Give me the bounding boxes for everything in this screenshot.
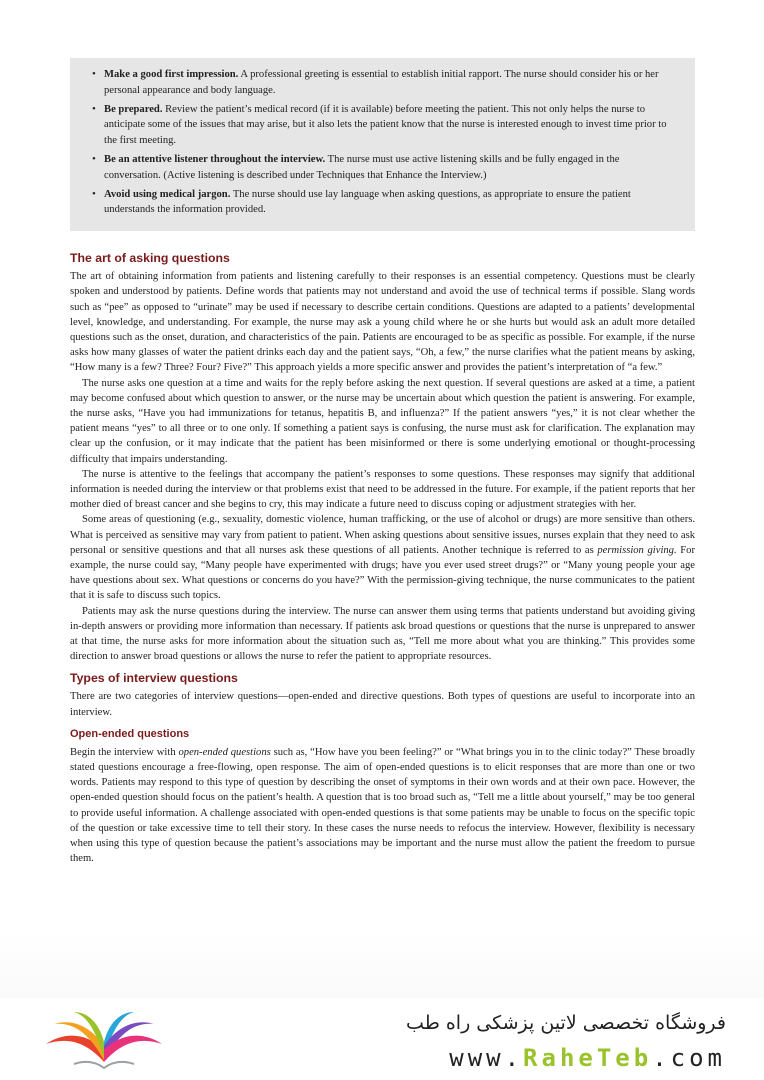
paragraph-text: For example, the nurse could say, “Many people have experimented with drugs; have you ever used street drugs?” or “Many young people your age have questions about sex. What questions or concerns do you have?” With the permission-giving technique, the nurse communicates to the patient that it is safe to discuss such topics. <box>70 544 695 602</box>
url-brand: RaheTeb <box>523 1044 653 1072</box>
document-page <box>70 58 695 866</box>
open-book-logo-icon <box>40 1010 168 1070</box>
subsection-heading: Open-ended questions <box>70 727 190 740</box>
tips-list <box>92 67 675 218</box>
url-prefix: www. <box>449 1044 524 1072</box>
paragraph: There are two categories of interview questions—open-ended and directive questions. Both types of questions are useful to incorporate into an interview. <box>70 691 695 718</box>
watermark-footer <box>0 998 764 1080</box>
tip-item <box>92 187 675 219</box>
store-url <box>449 1044 726 1072</box>
paragraph-text: such as, “How have you been feeling?” or “What brings you in to the clinic today?” These broadly stated questions encourage a free-flowing, open response. The aim of open-ended questions is to elicit responses that are more than one or two words. Patients may respond to this type of question by describing the onset of symptoms in their own words and at their own pace. However, the open-ended question should focus on the patient’s health. A question that is too broad such as, “Tell me a little about yourself,” may be too general to provide useful information. A challenge associated with open-ended questions is that some patients may be unable to focus on the specific topic of the question or take excessive time to tell their story. In these cases the nurse needs to refocus the interview. However, flexibility is necessary when using this type of question because the patient’s associations may be important and the nurse must allow the patient the freedom to pursue them. <box>70 746 696 865</box>
store-name: فروشگاه تخصصی لاتین پزشکی راه طب <box>406 1012 726 1034</box>
italic-term: permission giving. <box>597 544 677 556</box>
paragraph <box>70 512 695 603</box>
tip-text: The nurse must use active listening skills and be fully engaged in the conversation. (Active listening is described under Techniques that Enhance the Interview.) <box>104 153 620 181</box>
tip-text: The nurse should use lay language when asking questions, as appropriate to ensure the patient understands the information provided. <box>104 188 631 216</box>
tips-box <box>70 58 695 231</box>
paragraph <box>70 745 695 867</box>
tip-text: A professional greeting is essential to establish initial rapport. The nurse should consider his or her personal appearance and body language. <box>104 69 659 96</box>
tip-title: Be an attentive listener throughout the interview. <box>104 153 326 165</box>
tip-item <box>92 152 675 184</box>
tip-item <box>92 102 675 149</box>
url-suffix: .com <box>652 1044 726 1072</box>
tip-text: Review the patient’s medical record (if it is available) before meeting the patient. This not only helps the nurse to anticipate some of the issues that may arise, but it also lets the patient know that the nurse is interested enough to invest time prior to the first meeting. <box>104 103 667 147</box>
paragraph: The art of obtaining information from patients and listening carefully to their responses is an essential competency. Questions must be clearly spoken and understood by patients. Define words that patients may not understand and avoid the use of technical terms if possible. Slang words such as “pee” as opposed to “urinate” may be used if necessary to describe certain conditions. Questions are adapted to a patients’ developmental level, knowledge, and understanding. For example, the nurse may ask a young child where he or she hurts but would ask an adult more detailed questions such as the onset, duration, and characteristics of the pain. Patients are encouraged to be as specific as possible. For example, if the nurse asks how many glasses of water the patient drinks each day and the patient says, “Oh, a few,” the nurse clarifies what the patient means by asking, “How many is a few? Three? Four? Five?” This approach yields a more specific answer and provides the patient’s interpretation of “a few.” <box>70 271 695 374</box>
tip-item <box>92 67 675 99</box>
paragraph: Patients may ask the nurse questions during the interview. The nurse can answer them using terms that patients understand but avoiding giving in-depth answers or providing more information than necessary. If patients ask broad questions or questions that the nurse is unprepared to answer at that time, the nurse asks for more information about the situation such as, “Tell me more about what you are thinking.” This provides some direction to answer broad questions or allows the nurse to refer the patient to appropriate resources. <box>70 605 695 663</box>
page-fade <box>0 930 764 1000</box>
tip-title: Avoid using medical jargon. <box>104 188 231 200</box>
section-heading: The art of asking questions <box>70 251 230 266</box>
tip-title: Be prepared. <box>104 103 163 115</box>
paragraph-text: Some areas of questioning (e.g., sexuality, domestic violence, human trafficking, or the use of alcohol or drugs) are more sensitive than others. What is perceived as sensitive may vary from patient to patient. When asking questions about sensitive issues, nurses explain that they need to ask personal or sensitive questions and that all nurses ask these questions of all patients. Another technique is referred to as <box>70 514 695 556</box>
section-heading: Types of interview questions <box>70 671 238 686</box>
paragraph: The nurse asks one question at a time and waits for the reply before asking the next question. If several questions are asked at a time, a patient may become confused about which question to answer, or the nurse may be uncertain about which question the patient is answering. For example, the nurse asks, “Have you had immunizations for tetanus, hepatitis B, and influenza?” If the patient answers “yes,” it is not clear whether the patient means “yes” to all three or to one only. If something a patient says is confusing, the nurse must ask for clarification. The explanation may clear up the confusion, or it may indicate that the patient has been misinformed or there is some underlying emotional or thought-processing difficulty that impairs understanding. <box>70 377 695 465</box>
paragraph: The nurse is attentive to the feelings that accompany the patient’s responses to some questions. These responses may signify that additional information is needed during the interview or that problems exist that need to be addressed in the future. For example, if the patient reports that her mother died of breast cancer and she begins to cry, this may indicate a future need to discuss coping or adjustment strategies with her. <box>70 468 695 511</box>
italic-term: open-ended questions <box>178 746 271 758</box>
tip-title: Make a good first impression. <box>104 69 239 80</box>
paragraph-text: Begin the interview with <box>70 746 179 758</box>
